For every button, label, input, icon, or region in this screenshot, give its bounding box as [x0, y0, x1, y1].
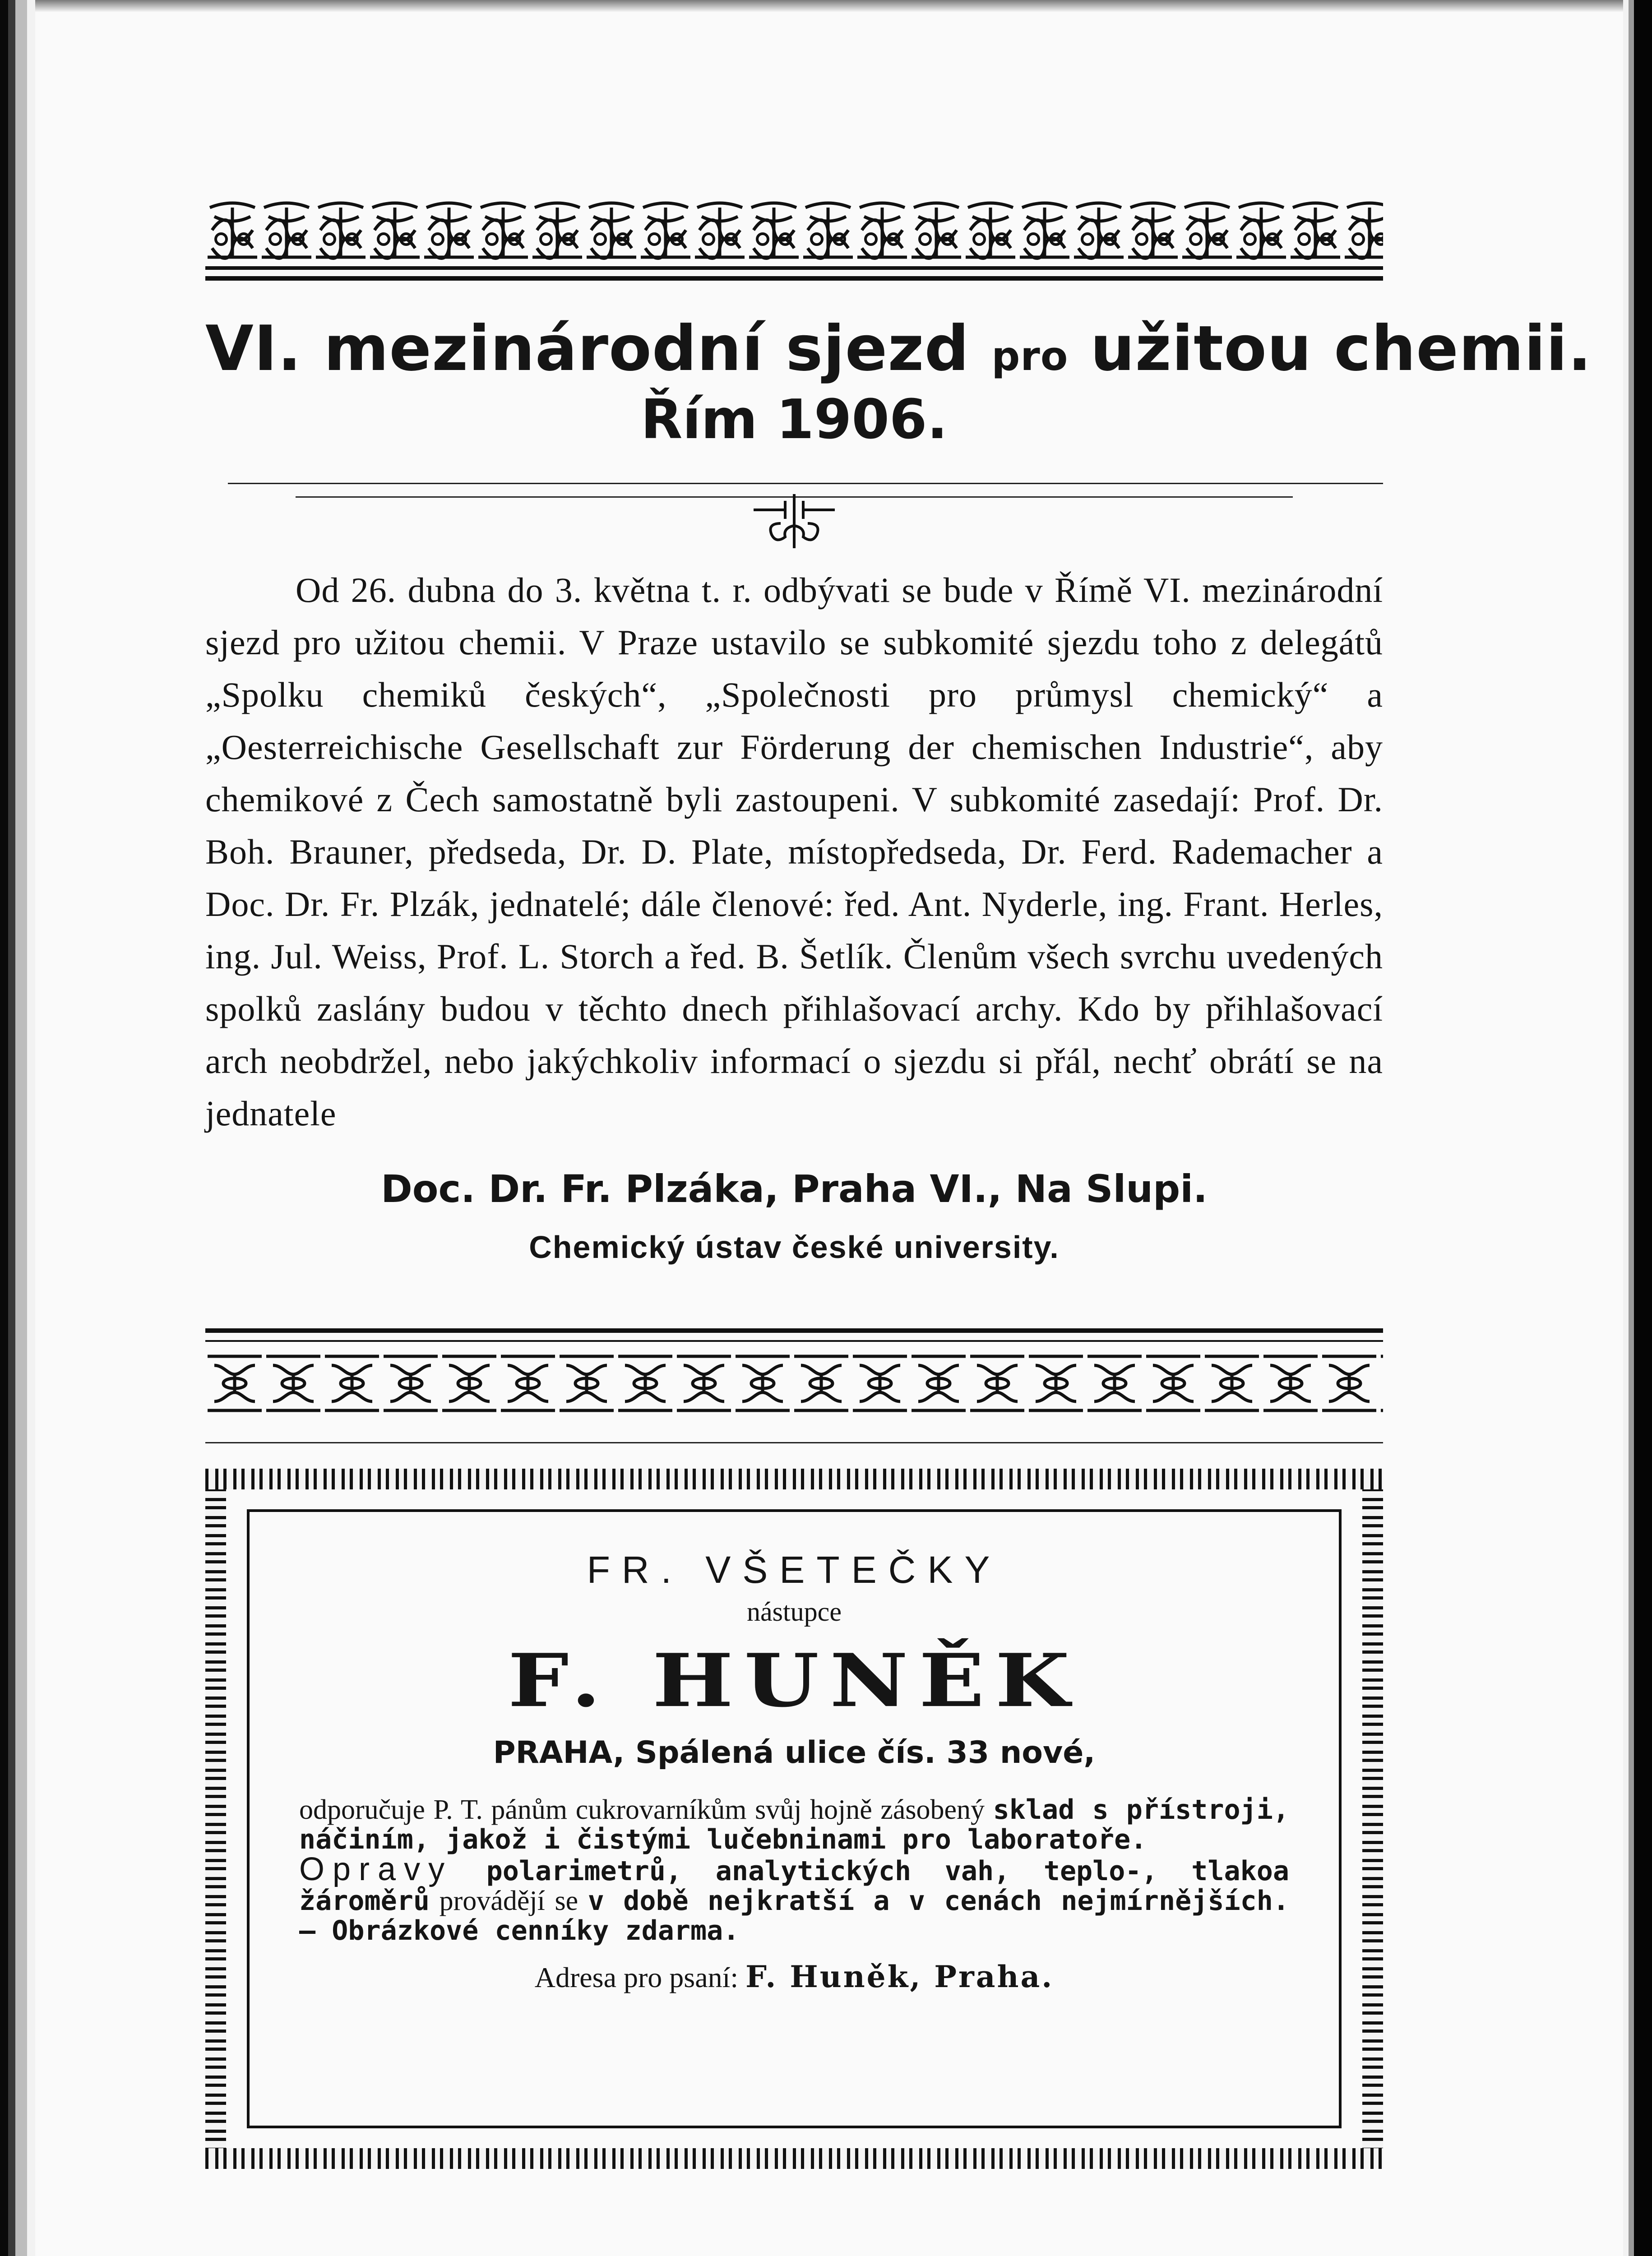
title-pro: pro [991, 333, 1069, 379]
ad-repair-plain: provádějí se [429, 1886, 588, 1916]
divider-line-long [228, 483, 1383, 484]
middle-ornament-band [205, 1352, 1383, 1415]
ad-address: PRAHA, Spálená ulice čís. 33 nové, [493, 1735, 1096, 1771]
page-title [205, 312, 1592, 385]
ad-successor: nástupce [747, 1597, 842, 1627]
advertisement-frame [205, 1469, 1383, 2169]
ad-repair-bold2: v době nejkratší a v cenách nejmírnějších. — Obrázkové cenníky zdarma. [299, 1885, 1290, 1946]
top-ornament-band [205, 199, 1383, 270]
ad-repair-word: Opravy [299, 1851, 453, 1887]
ad-body [299, 1795, 1289, 1946]
advertisement-box [247, 1509, 1342, 2128]
announcement-paragraph [205, 564, 1383, 1140]
page-content [205, 199, 1592, 2169]
announcement-text: Od 26. dubna do 3. května t. r. odbývati se bude v Římě VI. mezinárodní sjezd pro užitou chemii. V Praze ustavilo se subkomité sjezdu toho z delegátů „Spolku chemiků českých“, „Společnosti pro průmysl chemický“ a „Oesterreichische Gesellschaft zur Förderung der chemischen Industrie“, aby chemikové z Čech samostatně byli zastoupeni. V subkomité zasedají: Prof. Dr. Boh. Brauner, předseda, Dr. D. Plate, místopředseda, Dr. Ferd. Rademacher a Doc. Dr. Fr. Plzák, jednatelé; dále členové: řed. Ant. Nyderle, ing. Frant. Herles, ing. Jul. Weiss, Prof. L. Storch a řed. B. Šetlík. Členům všech svrchu uvedených spolků zaslány budou v těchto dnech přihlašovací archy. Kdo by přihlašovací arch neobdržel, nebo jakýchkoliv informací o sjezdu si přál, nechť obrátí se na jednatele [205, 570, 1383, 1133]
ad-line1-bold: sklad s přístroji, náčiním, jakož i čistými lučebninami pro laboratoře. [299, 1794, 1289, 1855]
ad-line1-plain: odporučuje P. T. pánům cukrovarníkům svůj hojně zásobený [299, 1794, 993, 1825]
fleuron-icon [749, 492, 839, 550]
contact-name: Doc. Dr. Fr. Plzáka, Praha VI., Na Slupi. [381, 1167, 1208, 1211]
contact-institute: Chemický ústav české university. [529, 1230, 1060, 1265]
title-part1: VI. mezinárodní sjezd [205, 312, 970, 385]
ad-post-label: Adresa pro psaní: [534, 1961, 746, 1993]
middle-thin-rule [205, 1442, 1383, 1443]
scan-right-edge [1623, 0, 1652, 2256]
ad-firm-name: F. HUNĚK [508, 1637, 1081, 1724]
ad-post-value: F. Huněk, Praha. [745, 1959, 1054, 1994]
top-double-rule [205, 276, 1383, 281]
ornament-scroll-icon [205, 199, 1383, 266]
ad-repair-bold1: polarimetrů, analytických vah, teplo-, tlakoa žároměrů [299, 1855, 1289, 1917]
title-part2: užitou chemii. [1090, 312, 1592, 385]
ornament-wave-icon [205, 1352, 1383, 1415]
place-year: Řím 1906. [641, 388, 948, 451]
scan-top-edge [0, 0, 1652, 12]
scan-left-edge [0, 0, 35, 2256]
middle-rules [205, 1328, 1383, 1342]
ad-company: FR. VŠETEČKY [587, 1549, 1002, 1591]
ad-postal-address [250, 1959, 1339, 1994]
title-divider [205, 474, 1383, 555]
